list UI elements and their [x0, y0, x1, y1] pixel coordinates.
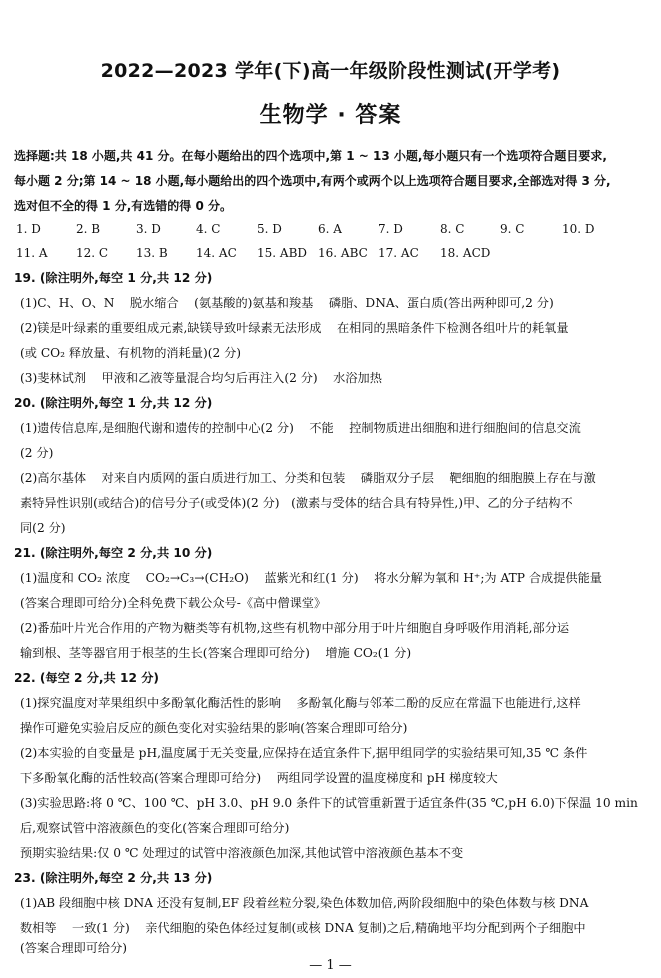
mc-intro-line: 每小题 2 分;第 14 ~ 18 小题,每小题给出的四个选项中,有两个或两个以上选项符合题目要求,全部选对得 3 分, — [14, 174, 611, 188]
answer-item: 3. D — [136, 222, 161, 236]
page-number: — 1 — — [309, 958, 352, 973]
q22-heading: 22. (每空 2 分,共 12 分) — [14, 671, 159, 685]
mc-intro-line: 选对但不全的得 1 分,有选错的得 0 分。 — [14, 199, 232, 213]
answer-item: 9. C — [500, 222, 525, 236]
subject-title: 生物学 · 答案 — [259, 103, 402, 128]
q19-line: (或 CO₂ 释放量、有机物的消耗量)(2 分) — [20, 346, 242, 360]
q19-line: (1)C、H、O、N 脱水缩合 (氨基酸的)氨基和羧基 磷脂、DNA、蛋白质(答出两种即可,2 分) — [20, 296, 554, 310]
q21-line: (1)温度和 CO₂ 浓度 CO₂→C₃→(CH₂O) 蓝紫光和红(1 分) 将水分解为氧和 H⁺;为 ATP 合成提供能量 — [20, 571, 602, 585]
q19-line: (3)斐林试剂 甲液和乙液等量混合均匀后再注入(2 分) 水浴加热 — [20, 371, 382, 385]
q19-heading: 19. (除注明外,每空 1 分,共 12 分) — [14, 271, 213, 285]
answer-item: 10. D — [562, 222, 595, 236]
answer-item: 18. ACD — [440, 246, 491, 260]
answer-item: 15. ABD — [257, 246, 308, 260]
q21-line: 输到根、茎等器官用于根茎的生长(答案合理即可给分) 增施 CO₂(1 分) — [20, 646, 412, 660]
answer-item: 8. C — [440, 222, 465, 236]
q22-line: 预期实验结果:仅 0 ℃ 处理过的试管中溶液颜色加深,其他试管中溶液颜色基本不变 — [20, 846, 464, 860]
q21-heading: 21. (除注明外,每空 2 分,共 10 分) — [14, 546, 213, 560]
answer-item: 1. D — [16, 222, 41, 236]
q22-line: 操作可避免实验启反应的颜色变化对实验结果的影响(答案合理即可给分) — [20, 721, 408, 735]
q19-line: (2)镁是叶绿素的重要组成元素,缺镁导致叶绿素无法形成 在相同的黑暗条件下检测各组叶片的耗氧量 — [20, 321, 569, 335]
q22-line: 下多酚氧化酶的活性较高(答案合理即可给分) 两组同学设置的温度梯度和 pH 梯度较大 — [20, 771, 498, 785]
answer-item: 11. A — [16, 246, 48, 260]
q23-line: (答案合理即可给分) — [20, 941, 128, 955]
q20-line: (2)高尔基体 对来自内质网的蛋白质进行加工、分类和包装 磷脂双分子层 靶细胞的细胞膜上存在与激 — [20, 471, 596, 485]
answer-item: 7. D — [378, 222, 403, 236]
answer-item: 2. B — [76, 222, 101, 236]
answer-item: 6. A — [318, 222, 342, 236]
q20-line: (2 分) — [20, 446, 54, 460]
q23-line: 数相等 一致(1 分) 亲代细胞的染色体经过复制(或核 DNA 复制)之后,精确地平均分配到两个子细胞中 — [20, 921, 586, 935]
answer-item: 4. C — [196, 222, 221, 236]
q22-line: (1)探究温度对苹果组织中多酚氧化酶活性的影响 多酚氧化酶与邻苯二酚的反应在常温下也能进行,这样 — [20, 696, 581, 710]
answer-item: 16. ABC — [318, 246, 368, 260]
q21-line: (答案合理即可给分)全科免费下载公众号-《高中僧课堂》 — [20, 596, 327, 610]
q20-line: 素特异性识别(或结合)的信号分子(或受体)(2 分) (激素与受体的结合具有特异性,)甲、乙的分子结构不 — [20, 496, 573, 510]
answer-item: 14. AC — [196, 246, 237, 260]
answer-item: 12. C — [76, 246, 109, 260]
q22-line: (2)本实验的自变量是 pH,温度属于无关变量,应保持在适宜条件下,据甲组同学的实验结果可知,35 ℃ 条件 — [20, 746, 588, 760]
q20-line: 同(2 分) — [20, 521, 66, 535]
answer-item: 5. D — [257, 222, 282, 236]
answer-item: 13. B — [136, 246, 168, 260]
exam-title: 2022—2023 学年(下)高一年级阶段性测试(开学考) — [100, 60, 561, 82]
q20-heading: 20. (除注明外,每空 1 分,共 12 分) — [14, 396, 213, 410]
q22-line: 后,观察试管中溶液颜色的变化(答案合理即可给分) — [20, 821, 290, 835]
q21-line: (2)番茄叶片光合作用的产物为糖类等有机物,这些有机物中部分用于叶片细胞自身呼吸作用消耗,部分运 — [20, 621, 570, 635]
answer-item: 17. AC — [378, 246, 419, 260]
q23-line: (1)AB 段细胞中核 DNA 还没有复制,EF 段着丝粒分裂,染色体数加倍,两阶段细胞中的染色体数与核 DNA — [20, 896, 589, 910]
q23-heading: 23. (除注明外,每空 2 分,共 13 分) — [14, 871, 213, 885]
q20-line: (1)遗传信息库,是细胞代谢和遗传的控制中心(2 分) 不能 控制物质进出细胞和进行细胞间的信息交流 — [20, 421, 581, 435]
mc-intro-line: 选择题:共 18 小题,共 41 分。在每小题给出的四个选项中,第 1 ~ 13 小题,每小题只有一个选项符合题目要求, — [14, 149, 607, 163]
q22-line: (3)实验思路:将 0 ℃、100 ℃、pH 3.0、pH 9.0 条件下的试管重新置于适宜条件(35 ℃,pH 6.0)下保温 10 min — [20, 796, 638, 810]
